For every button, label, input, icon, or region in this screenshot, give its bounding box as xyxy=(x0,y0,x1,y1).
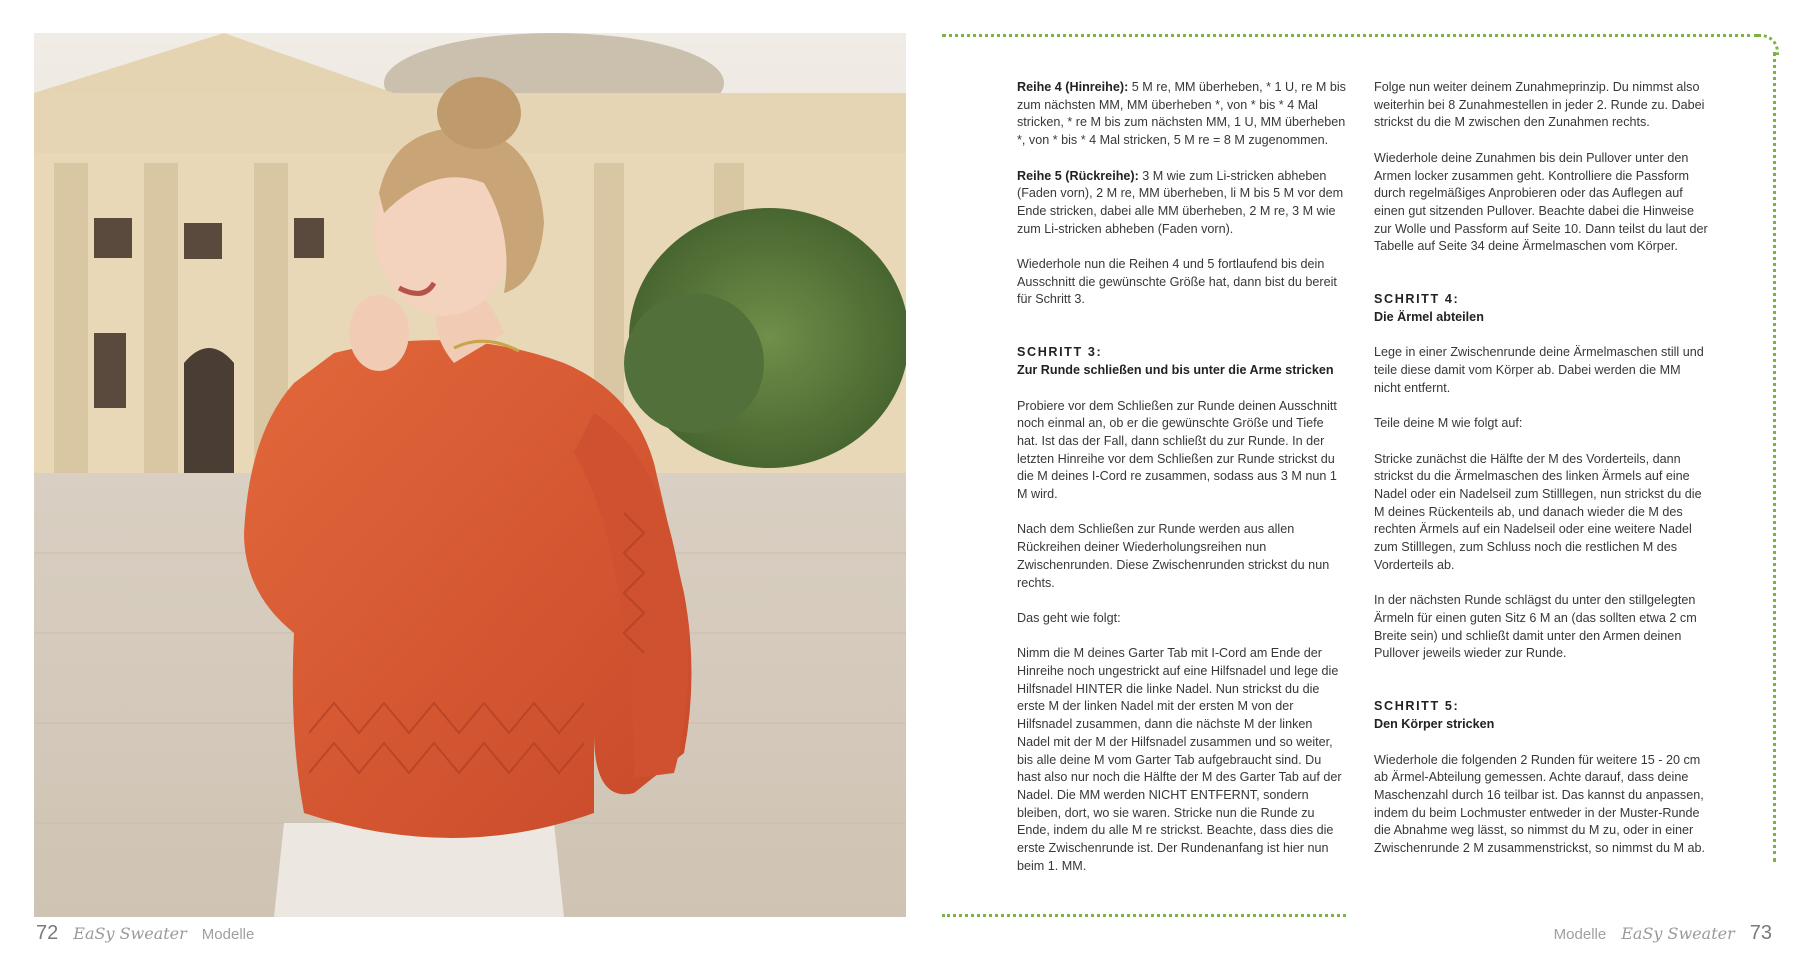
folio-right xyxy=(1544,920,1772,948)
page-number-right: 73 xyxy=(1749,922,1772,944)
paragraph: Wiederhole nun die Reihen 4 und 5 fortlaufend bis dein Ausschnitt die gewünschte Größe hat, dann bist du bereit für Schritt 3. xyxy=(1017,257,1337,307)
paragraph-text: 5 M re, MM überheben, * 1 U, re M bis zum nächsten MM, MM überheben *, von * bis * 4 Mal stricken, * re M bis zum nächsten MM, 1 U, MM überheben *, von * bis * 4 Mal stricken, 5 M re = 8 M zugenommen. xyxy=(1017,80,1346,148)
step-kicker: SCHRITT 4: xyxy=(1374,292,1460,307)
page-number-left: 72 xyxy=(36,922,59,944)
hair-bun xyxy=(437,77,521,149)
section-label-right: Modelle xyxy=(1553,926,1607,943)
text-column-1 xyxy=(1017,79,1347,893)
paragraph: Probiere vor dem Schließen zur Runde deinen Ausschnitt noch einmal an, ob er die gewünschte Größe und Tiefe hat. Ist das der Fall, dann schließt du zur Runde. In der letzten Hinreihe vor dem Schließen zur Runde strickst du die M deines I-Cord re zusammen, sodass aus 3 M nun 1 M wird. xyxy=(1017,398,1337,502)
paragraph: Teile deine M wie folgt auf: xyxy=(1374,416,1523,431)
paragraph-lead: Reihe 4 (Hinreihe): xyxy=(1017,80,1129,94)
paragraph: Nach dem Schließen zur Runde werden aus allen Rückreihen deiner Wiederholungsreihen nun Zwischenrunden. Diese Zwischenrunden strickst du nun rechts. xyxy=(1017,522,1330,590)
paragraph-lead: Reihe 5 (Rückreihe): xyxy=(1017,168,1139,183)
folio-left xyxy=(36,920,264,948)
dotted-border-right xyxy=(1773,52,1776,862)
step-title: Den Körper stricken xyxy=(1374,717,1495,732)
step-title: Die Ärmel abteilen xyxy=(1374,310,1484,325)
paragraph-reihe-5 xyxy=(1017,168,1347,239)
paragraph-text: 3 M wie zum Li-stricken abheben (Faden vorn), 2 M re, MM überheben, li M bis 5 M vor dem Ende stricken, dabei alle MM überheben, 2 M re, 3 M wie zum Li-stricken abheben (Faden vorn). xyxy=(1017,168,1344,236)
photo-illustration xyxy=(34,33,906,917)
doorway xyxy=(184,348,234,473)
model-photo xyxy=(34,33,906,917)
brand-logo-left: EaSy Sweater xyxy=(73,924,187,943)
step-4-heading xyxy=(1374,291,1708,326)
step-5-heading xyxy=(1374,698,1708,733)
step-kicker: SCHRITT 3: xyxy=(1017,345,1103,360)
section-label-left: Modelle xyxy=(201,926,255,943)
jeans xyxy=(274,823,564,917)
paragraph: Nimm die M deines Garter Tab mit I-Cord am Ende der Hinreihe noch ungestrickt auf eine Hilfsnadel und lege die Hilfsnadel HINTER die linke Nadel. Nun strickst du die erste M der linken Nadel mit der ersten M von der Hilfsnadel zusammen, dann die nächste M der linken Nadel mit der M der Hilfsnadel zusammen und so weiter, bis alle deine M vom Garter Tab aufgebraucht sind. Du hast also nur noch die Hälfte der M des Garter Tab auf der Nadel. Die MM werden NICHT ENTFERNT, sondern bleiben, dort, wo sie waren. Stricke nun die Runde zu Ende, indem du alle M re strickst. Beachte, dass dies die erste Zwischenrunde ist. Der Rundenanfang ist hier nun beim 1. MM. xyxy=(1017,646,1342,873)
text-column-2 xyxy=(1374,79,1708,875)
paragraph: Das geht wie folgt: xyxy=(1017,610,1121,625)
hand xyxy=(349,295,409,371)
dotted-border-bottom xyxy=(942,914,1346,917)
paragraph-reihe-4 xyxy=(1017,79,1347,150)
dotted-border-top xyxy=(942,34,1758,37)
paragraph: Folge nun weiter deinem Zunahmeprinzip. Du nimmst also weiterhin bei 8 Zunahmestellen in jeder 2. Runde zu. Dabei strickst du die M zwischen den Zunahmen rechts. xyxy=(1374,80,1705,130)
step-title: Zur Runde schließen und bis unter die Arme stricken xyxy=(1017,363,1334,378)
brand-logo-right: EaSy Sweater xyxy=(1621,924,1735,943)
paragraph: Stricke zunächst die Hälfte der M des Vorderteils, dann strickst du die Ärmelmaschen des linken Ärmels auf eine Nadel oder ein Nadelseil zum Stilllegen, nun strickst du die M deines Rückenteils ab, und danach wieder die M des rechten Ärmels auf ein Nadelseil oder eine weitere Nadel zum Stilllegen, zum Schluss noch die restlichen M des Vorderteils ab. xyxy=(1374,451,1702,572)
paragraph: In der nächsten Runde schlägst du unter den stillgelegten Ärmeln für einen guten Sitz 6 M an (das sollten etwa 2 cm Breite sein) und schließt damit unter den Armen deinen Pullover jeweils wieder zur Runde. xyxy=(1374,593,1697,661)
paragraph: Wiederhole deine Zunahmen bis dein Pullover unter den Armen locker zusammen geht. Kontrolliere die Passform durch regelmäßiges Anprobieren oder das Auflegen auf einen gut sitzenden Pullover. Beachte dabei die Hinweise zur Wolle und Passform auf Seite 10. Dann teilst du laut der Tabelle auf Seite 34 deine Ärmelmaschen vom Körper. xyxy=(1374,150,1708,254)
step-kicker: SCHRITT 5: xyxy=(1374,699,1460,714)
paragraph: Wiederhole die folgenden 2 Runden für weitere 15 - 20 cm ab Ärmel-Abteilung gemessen. Achte darauf, dass deine Maschenzahl durch 16 teilbar ist. Das kannst du anpassen, indem du beim Lochmuster entweder in der Muster-Runde die Abnahme weg lässt, so nimmst du M zu, oder in einer Zwischenrunde 2 M zusammenstrickst, so nimmst du M ab. xyxy=(1374,752,1706,856)
paragraph: Lege in einer Zwischenrunde deine Ärmelmaschen still und teile diese damit vom Körper ab. Dabei werden die MM nicht entfernt. xyxy=(1374,345,1704,395)
step-3-heading xyxy=(1017,344,1347,379)
